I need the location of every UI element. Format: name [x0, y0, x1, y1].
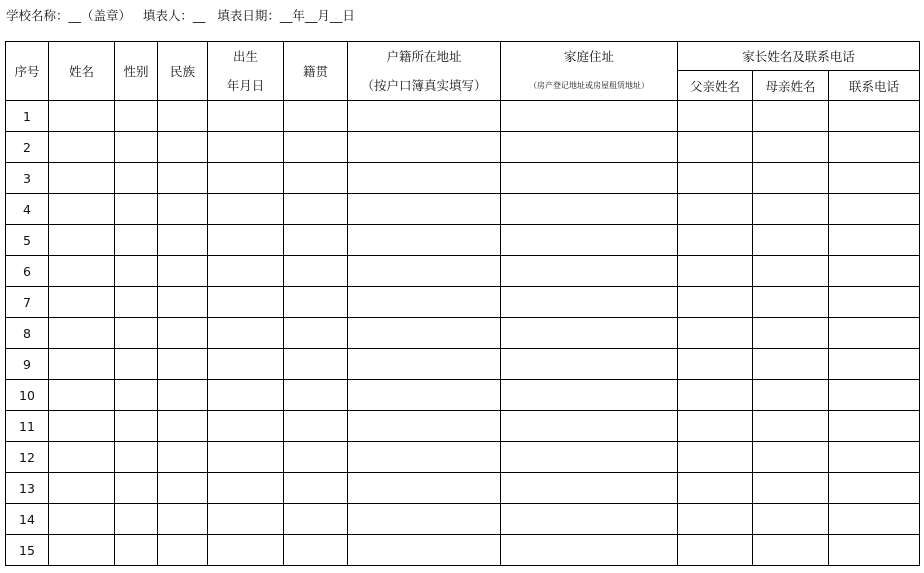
cell-ethnicity[interactable]	[158, 411, 208, 442]
birthdate-label-line2: 年月日	[226, 78, 265, 93]
cell-father[interactable]	[678, 504, 753, 535]
cell-household-address[interactable]	[348, 442, 501, 473]
cell-ethnicity[interactable]	[158, 442, 208, 473]
cell-name[interactable]	[49, 318, 115, 349]
cell-birthdate[interactable]	[208, 101, 284, 132]
cell-birthdate[interactable]	[208, 163, 284, 194]
table-row	[6, 132, 920, 163]
col-header-name: 姓名	[49, 42, 115, 101]
cell-name[interactable]	[49, 256, 115, 287]
household-label-line2: （按户口簿真实填写）	[361, 78, 487, 93]
table-row	[6, 194, 920, 225]
row-number: 14	[6, 504, 49, 535]
cell-birthdate[interactable]	[208, 380, 284, 411]
cell-father[interactable]	[678, 473, 753, 504]
row-number: 6	[6, 256, 49, 287]
cell-ethnicity[interactable]	[158, 535, 208, 566]
cell-ethnicity[interactable]	[158, 163, 208, 194]
cell-native-place[interactable]	[284, 287, 348, 318]
cell-father[interactable]	[678, 132, 753, 163]
col-header-gender: 性别	[115, 42, 158, 101]
cell-mother[interactable]	[753, 380, 829, 411]
cell-name[interactable]	[49, 442, 115, 473]
cell-gender[interactable]	[115, 256, 158, 287]
cell-phone[interactable]	[829, 318, 920, 349]
cell-birthdate[interactable]	[208, 411, 284, 442]
cell-gender[interactable]	[115, 225, 158, 256]
cell-home-address[interactable]	[501, 380, 678, 411]
table-row	[6, 535, 920, 566]
cell-native-place[interactable]	[284, 442, 348, 473]
cell-phone[interactable]	[829, 225, 920, 256]
cell-birthdate[interactable]	[208, 473, 284, 504]
cell-birthdate[interactable]	[208, 535, 284, 566]
cell-ethnicity[interactable]	[158, 194, 208, 225]
cell-phone[interactable]	[829, 101, 920, 132]
cell-gender[interactable]	[115, 194, 158, 225]
col-header-father: 父亲姓名	[678, 71, 753, 101]
cell-phone[interactable]	[829, 256, 920, 287]
row-number: 3	[6, 163, 49, 194]
cell-birthdate[interactable]	[208, 318, 284, 349]
cell-name[interactable]	[49, 132, 115, 163]
cell-gender[interactable]	[115, 535, 158, 566]
cell-name[interactable]	[49, 101, 115, 132]
cell-father[interactable]	[678, 256, 753, 287]
cell-birthdate[interactable]	[208, 349, 284, 380]
cell-birthdate[interactable]	[208, 225, 284, 256]
cell-native-place[interactable]	[284, 380, 348, 411]
cell-mother[interactable]	[753, 225, 829, 256]
cell-home-address[interactable]	[501, 132, 678, 163]
cell-native-place[interactable]	[284, 101, 348, 132]
col-header-seq: 序号	[6, 42, 49, 101]
row-number: 11	[6, 411, 49, 442]
row-number: 13	[6, 473, 49, 504]
cell-home-address[interactable]	[501, 256, 678, 287]
cell-name[interactable]	[49, 287, 115, 318]
cell-mother[interactable]	[753, 442, 829, 473]
cell-mother[interactable]	[753, 101, 829, 132]
cell-phone[interactable]	[829, 132, 920, 163]
cell-household-address[interactable]	[348, 349, 501, 380]
cell-name[interactable]	[49, 380, 115, 411]
row-number: 7	[6, 287, 49, 318]
col-header-birthdate	[208, 42, 284, 101]
cell-gender[interactable]	[115, 349, 158, 380]
cell-gender[interactable]	[115, 473, 158, 504]
cell-phone[interactable]	[829, 504, 920, 535]
cell-household-address[interactable]	[348, 194, 501, 225]
cell-name[interactable]	[49, 473, 115, 504]
cell-gender[interactable]	[115, 442, 158, 473]
col-header-home-address	[501, 42, 678, 101]
cell-home-address[interactable]	[501, 504, 678, 535]
col-header-native-place: 籍贯	[284, 42, 348, 101]
cell-gender[interactable]	[115, 287, 158, 318]
cell-home-address[interactable]	[501, 101, 678, 132]
table-row	[6, 318, 920, 349]
cell-father[interactable]	[678, 318, 753, 349]
row-number: 4	[6, 194, 49, 225]
cell-mother[interactable]	[753, 194, 829, 225]
cell-household-address[interactable]	[348, 318, 501, 349]
form-header: 学校名称：__（盖章） 填表人：__ 填表日期：__年__月__日	[6, 8, 355, 23]
cell-mother[interactable]	[753, 318, 829, 349]
table-row	[6, 163, 920, 194]
cell-household-address[interactable]	[348, 535, 501, 566]
household-label-line1: 户籍所在地址	[386, 49, 462, 64]
cell-household-address[interactable]	[348, 380, 501, 411]
cell-phone[interactable]	[829, 194, 920, 225]
cell-household-address[interactable]	[348, 411, 501, 442]
row-number: 8	[6, 318, 49, 349]
cell-father[interactable]	[678, 163, 753, 194]
cell-name[interactable]	[49, 411, 115, 442]
cell-household-address[interactable]	[348, 132, 501, 163]
cell-mother[interactable]	[753, 504, 829, 535]
row-number: 5	[6, 225, 49, 256]
col-header-household-address	[348, 42, 501, 101]
table-row	[6, 380, 920, 411]
cell-ethnicity[interactable]	[158, 473, 208, 504]
cell-father[interactable]	[678, 535, 753, 566]
cell-household-address[interactable]	[348, 287, 501, 318]
col-header-ethnicity: 民族	[158, 42, 208, 101]
cell-home-address[interactable]	[501, 442, 678, 473]
table-row	[6, 349, 920, 380]
cell-ethnicity[interactable]	[158, 132, 208, 163]
cell-household-address[interactable]	[348, 256, 501, 287]
table-row	[6, 504, 920, 535]
cell-household-address[interactable]	[348, 504, 501, 535]
table-row	[6, 101, 920, 132]
cell-phone[interactable]	[829, 349, 920, 380]
cell-birthdate[interactable]	[208, 132, 284, 163]
table-row	[6, 256, 920, 287]
cell-phone[interactable]	[829, 411, 920, 442]
cell-home-address[interactable]	[501, 473, 678, 504]
cell-father[interactable]	[678, 225, 753, 256]
cell-name[interactable]	[49, 163, 115, 194]
row-number: 2	[6, 132, 49, 163]
cell-native-place[interactable]	[284, 473, 348, 504]
cell-mother[interactable]	[753, 535, 829, 566]
table-row	[6, 287, 920, 318]
row-number: 10	[6, 380, 49, 411]
cell-ethnicity[interactable]	[158, 256, 208, 287]
cell-home-address[interactable]	[501, 194, 678, 225]
cell-native-place[interactable]	[284, 318, 348, 349]
cell-gender[interactable]	[115, 132, 158, 163]
cell-phone[interactable]	[829, 287, 920, 318]
cell-name[interactable]	[49, 504, 115, 535]
cell-name[interactable]	[49, 194, 115, 225]
row-number: 12	[6, 442, 49, 473]
cell-birthdate[interactable]	[208, 287, 284, 318]
cell-native-place[interactable]	[284, 256, 348, 287]
cell-gender[interactable]	[115, 163, 158, 194]
home-label-line1: 家庭住址	[563, 49, 614, 64]
cell-native-place[interactable]	[284, 132, 348, 163]
cell-home-address[interactable]	[501, 287, 678, 318]
cell-household-address[interactable]	[348, 225, 501, 256]
cell-phone[interactable]	[829, 163, 920, 194]
cell-phone[interactable]	[829, 442, 920, 473]
cell-native-place[interactable]	[284, 411, 348, 442]
cell-gender[interactable]	[115, 504, 158, 535]
cell-household-address[interactable]	[348, 473, 501, 504]
cell-phone[interactable]	[829, 380, 920, 411]
cell-ethnicity[interactable]	[158, 318, 208, 349]
table-row	[6, 411, 920, 442]
cell-birthdate[interactable]	[208, 194, 284, 225]
cell-native-place[interactable]	[284, 504, 348, 535]
cell-gender[interactable]	[115, 411, 158, 442]
cell-home-address[interactable]	[501, 535, 678, 566]
cell-birthdate[interactable]	[208, 504, 284, 535]
cell-mother[interactable]	[753, 411, 829, 442]
cell-household-address[interactable]	[348, 163, 501, 194]
col-header-parents-group: 家长姓名及联系电话	[678, 42, 920, 71]
student-roster-table	[5, 41, 920, 566]
header-row-1	[6, 42, 920, 71]
cell-mother[interactable]	[753, 163, 829, 194]
cell-father[interactable]	[678, 101, 753, 132]
row-number: 1	[6, 101, 49, 132]
cell-native-place[interactable]	[284, 349, 348, 380]
cell-ethnicity[interactable]	[158, 380, 208, 411]
cell-name[interactable]	[49, 225, 115, 256]
cell-father[interactable]	[678, 287, 753, 318]
cell-mother[interactable]	[753, 287, 829, 318]
cell-father[interactable]	[678, 380, 753, 411]
cell-home-address[interactable]	[501, 318, 678, 349]
cell-mother[interactable]	[753, 349, 829, 380]
table-row	[6, 442, 920, 473]
row-number: 9	[6, 349, 49, 380]
cell-gender[interactable]	[115, 380, 158, 411]
cell-ethnicity[interactable]	[158, 504, 208, 535]
home-label-note: （房产登记地址或房屋租赁地址）	[529, 81, 649, 90]
cell-birthdate[interactable]	[208, 256, 284, 287]
cell-mother[interactable]	[753, 256, 829, 287]
cell-mother[interactable]	[753, 473, 829, 504]
cell-ethnicity[interactable]	[158, 101, 208, 132]
cell-phone[interactable]	[829, 535, 920, 566]
table-row	[6, 225, 920, 256]
col-header-mother: 母亲姓名	[753, 71, 829, 101]
cell-native-place[interactable]	[284, 535, 348, 566]
cell-father[interactable]	[678, 349, 753, 380]
cell-native-place[interactable]	[284, 194, 348, 225]
cell-ethnicity[interactable]	[158, 287, 208, 318]
cell-native-place[interactable]	[284, 225, 348, 256]
cell-name[interactable]	[49, 349, 115, 380]
cell-gender[interactable]	[115, 318, 158, 349]
cell-mother[interactable]	[753, 132, 829, 163]
cell-household-address[interactable]	[348, 101, 501, 132]
cell-home-address[interactable]	[501, 225, 678, 256]
cell-home-address[interactable]	[501, 411, 678, 442]
row-number: 15	[6, 535, 49, 566]
cell-father[interactable]	[678, 194, 753, 225]
cell-ethnicity[interactable]	[158, 349, 208, 380]
cell-home-address[interactable]	[501, 163, 678, 194]
cell-phone[interactable]	[829, 473, 920, 504]
cell-gender[interactable]	[115, 101, 158, 132]
cell-name[interactable]	[49, 535, 115, 566]
table-row	[6, 473, 920, 504]
cell-birthdate[interactable]	[208, 442, 284, 473]
cell-father[interactable]	[678, 411, 753, 442]
cell-native-place[interactable]	[284, 163, 348, 194]
cell-home-address[interactable]	[501, 349, 678, 380]
birthdate-label-line1: 出生	[232, 49, 258, 64]
col-header-phone: 联系电话	[829, 71, 920, 101]
cell-father[interactable]	[678, 442, 753, 473]
cell-ethnicity[interactable]	[158, 225, 208, 256]
